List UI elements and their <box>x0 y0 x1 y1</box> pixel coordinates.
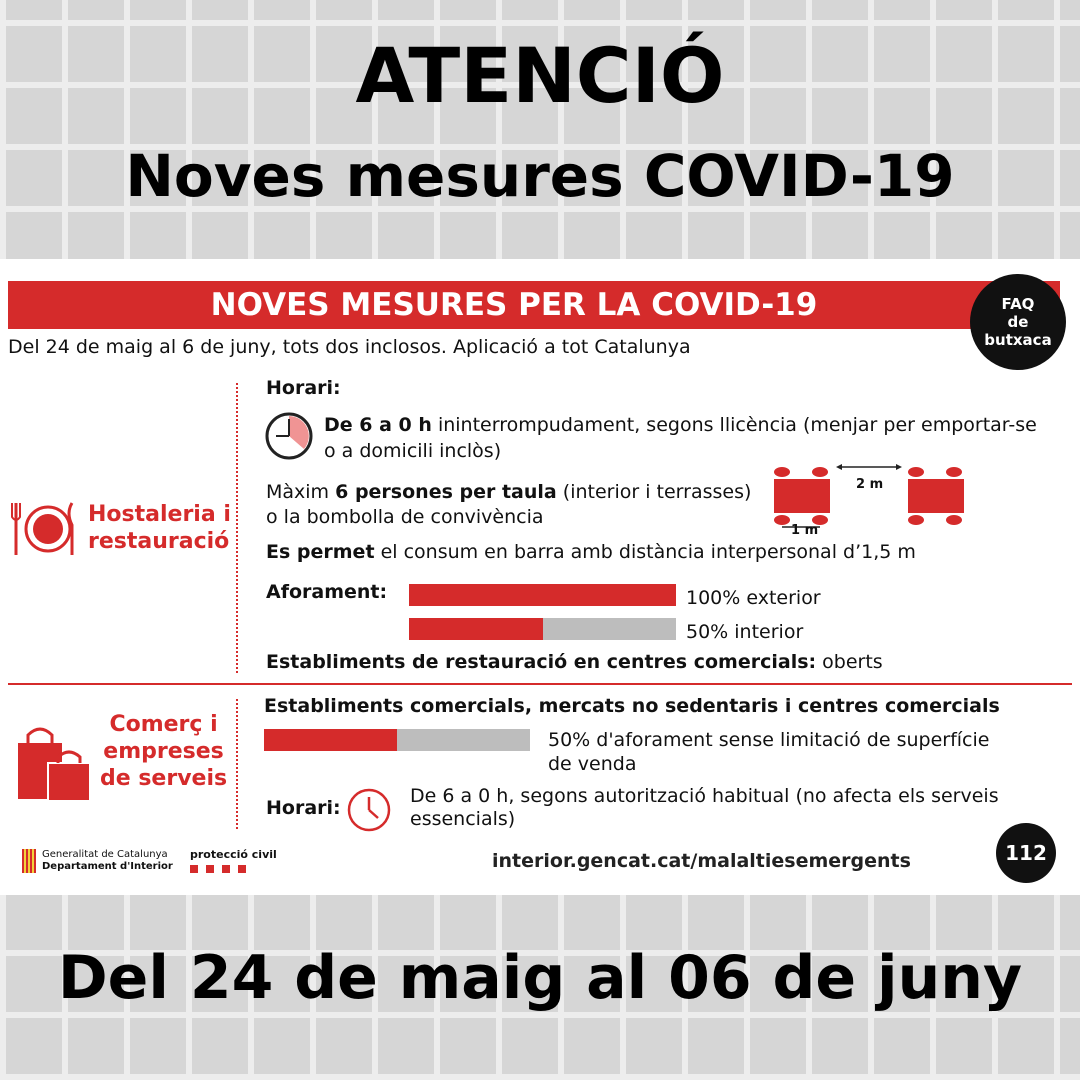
period-text: Del 24 de maig al 6 de juny, tots dos inclosos. Aplicació a tot Catalunya <box>8 336 691 358</box>
schedule-line-1 <box>324 414 1037 437</box>
category-comerc-line2: empreses <box>103 739 224 764</box>
capacity-bar-interior <box>409 618 676 640</box>
gencat-line1: Generalitat de Catalunya <box>42 849 168 860</box>
capacity-label-interior: 50% interior <box>686 621 804 643</box>
category-hostaleria-line2: restauració <box>88 529 230 554</box>
category-hostaleria-line1: Hostaleria i <box>88 502 231 527</box>
shopping-bags-icon <box>14 725 94 805</box>
tables-rest: (interior i terrasses) <box>556 481 752 503</box>
bar-consumption-text <box>266 541 916 564</box>
tables-bold: 6 persones per taula <box>335 481 557 503</box>
schedule-heading: Horari: <box>266 377 341 399</box>
gencat-mark-icon <box>22 849 36 873</box>
section-divider-dotted <box>236 383 238 673</box>
proteccio-civil-text: protecció civil <box>190 848 277 861</box>
faq-badge <box>970 274 1066 370</box>
date-range-footer: Del 24 de maig al 06 de juny <box>57 943 1023 1013</box>
infographic-panel <box>0 259 1080 895</box>
malls-bold: Establiments de restauració en centres comercials: <box>266 651 817 673</box>
capacity-bar-exterior-fill <box>409 584 676 606</box>
bar-consumption-bold: Es permet <box>266 541 375 563</box>
schedule-rest: ininterrompudament, segons llicència (menjar per emportar-se <box>431 414 1037 436</box>
malls-rest: oberts <box>816 651 883 673</box>
commerce-heading: Establiments comercials, mercats no sedentaris i centres comercials <box>264 695 1000 717</box>
commerce-capacity-text-2: de venda <box>548 753 637 775</box>
tables-line-1 <box>266 481 751 504</box>
clock-icon <box>264 411 314 461</box>
category-comerc-line3: de serveis <box>100 766 228 791</box>
clock-outline-icon <box>346 787 392 833</box>
bar-consumption-rest: el consum en barra amb distància interpersonal d’1,5 m <box>374 541 916 563</box>
source-url[interactable]: interior.gencat.cat/malaltiesemergents <box>492 850 911 872</box>
commerce-capacity-bar <box>264 729 530 751</box>
commerce-schedule-text-1: De 6 a 0 h, segons autorització habitual (no afecta els serveis <box>410 785 999 807</box>
faq-line-3: butxaca <box>984 331 1052 349</box>
page-title: ATENCIÓ <box>355 31 725 120</box>
capacity-bar-exterior <box>409 584 676 606</box>
section-divider-dotted-2 <box>236 699 238 829</box>
distance-chairs-label: 1 m <box>791 523 819 538</box>
section-separator <box>8 683 1072 685</box>
commerce-schedule-heading: Horari: <box>266 797 341 819</box>
category-comerc-line1: Comerç i <box>109 712 218 737</box>
commerce-schedule-text-2: essencials) <box>410 808 516 830</box>
tables-line-2: o la bombolla de convivència <box>266 506 544 528</box>
commerce-capacity-text-1: 50% d'aforament sense limitació de superfície <box>548 729 990 751</box>
malls-text <box>266 651 883 674</box>
commerce-capacity-bar-fill <box>264 729 397 751</box>
gencat-line2: Departament d'Interior <box>42 861 173 872</box>
emergency-112-badge: 112 <box>996 823 1056 883</box>
tables-prefix: Màxim <box>266 481 336 503</box>
capacity-heading: Aforament: <box>266 581 388 603</box>
faq-line-2: de <box>1007 313 1029 331</box>
gencat-logo <box>22 849 173 873</box>
infographic-banner: NOVES MESURES PER LA COVID-19 <box>8 281 1060 329</box>
category-hostaleria <box>88 501 231 555</box>
proteccio-civil-logo <box>190 849 277 873</box>
schedule-line-2: o a domicili inclòs) <box>324 440 502 462</box>
faq-line-1: FAQ <box>1001 295 1035 313</box>
capacity-label-exterior: 100% exterior <box>686 587 821 609</box>
plate-cutlery-icon <box>10 499 76 559</box>
capacity-bar-interior-fill <box>409 618 543 640</box>
page-subtitle: Noves mesures COVID-19 <box>125 142 955 210</box>
proteccio-civil-squares-icon <box>190 865 277 873</box>
schedule-bold: De 6 a 0 h <box>324 414 432 436</box>
category-comerc <box>100 711 227 792</box>
distance-tables-label: 2 m <box>856 477 884 492</box>
